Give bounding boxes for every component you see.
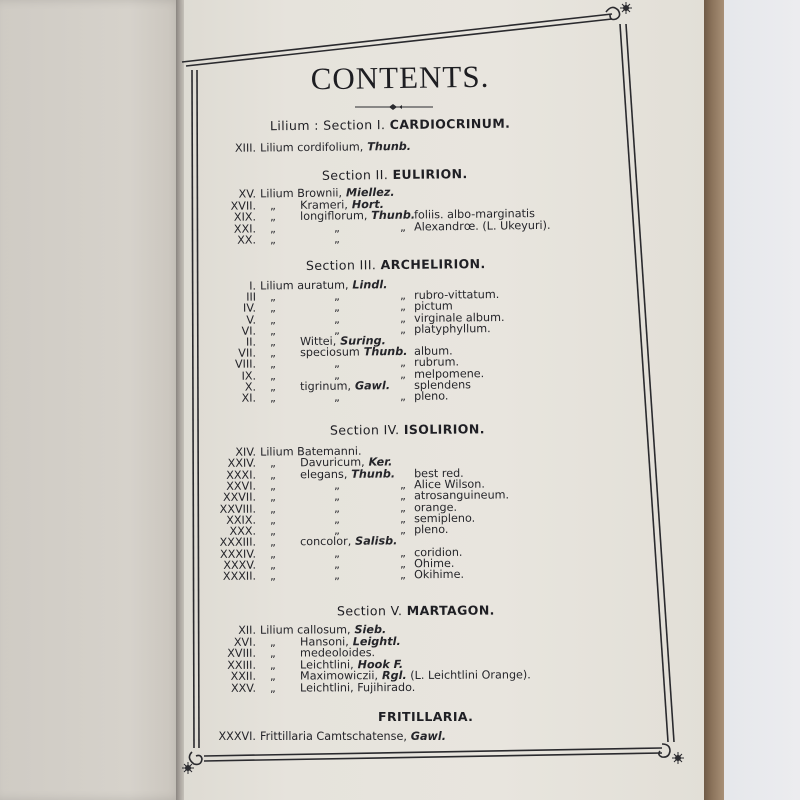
ditto-mark: „	[269, 490, 276, 504]
entry-variety: splendens	[413, 378, 472, 392]
section-heading-s5	[337, 603, 495, 619]
ditto-mark: „	[269, 290, 276, 304]
entry-plate-number: XIX.	[233, 210, 257, 224]
entry-author: Hort.	[347, 197, 385, 211]
page-title: CONTENTS.	[310, 58, 490, 97]
entry-variety: Alexandrœ. (L. Ukeyuri).	[413, 218, 551, 234]
entry-plate-number: XV.	[238, 187, 257, 201]
entry-plate-number: XI.	[241, 391, 257, 405]
entry-plate-number: XVIII.	[227, 646, 257, 661]
species-text: Leichtlini,	[299, 658, 354, 672]
ditto-mark: „	[333, 368, 340, 382]
entry-plate-number: XXIX.	[226, 513, 257, 527]
entry-plate-number: XXXII.	[222, 569, 257, 584]
entry-author: Gawl.	[406, 730, 446, 743]
species-text: Wittei,	[299, 334, 337, 349]
entry-plate-number: VII.	[238, 346, 257, 360]
species-text: Lilium callosum,	[259, 623, 351, 637]
ditto-mark: „	[333, 390, 340, 404]
species-text: longiflorum,	[299, 209, 368, 223]
entry-variety: melpomene.	[413, 366, 485, 381]
ditto-mark: „	[269, 681, 276, 695]
entry-plate-number: XIII.	[234, 141, 257, 155]
entry-plate-number: XXII.	[230, 670, 257, 684]
ditto-mark: „	[333, 289, 340, 303]
ditto-mark: „	[269, 368, 276, 382]
ditto-mark: „	[399, 367, 406, 381]
entry-plate-number: VIII.	[234, 357, 257, 372]
ditto-mark: „	[399, 356, 406, 370]
section-heading-s6	[378, 709, 473, 724]
facing-blank-page	[0, 0, 184, 800]
section-heading-s3	[306, 256, 486, 273]
entry-species-name	[260, 140, 411, 155]
ditto-mark: „	[399, 512, 406, 526]
entry-variety: semipleno.	[413, 511, 476, 526]
section-heading-s4	[330, 421, 485, 437]
ditto-mark: „	[399, 523, 406, 537]
entry-species-name	[260, 730, 446, 743]
entry-author: Salisb.	[351, 534, 398, 549]
entry-plate-number: XXX.	[229, 524, 257, 538]
section-section-label: Section V.	[336, 603, 407, 619]
entry-plate-number: XXIV.	[227, 456, 257, 471]
entry-plate-number: XXXV.	[223, 558, 257, 572]
ditto-mark: „	[269, 233, 276, 247]
entry-plate-number: XVI.	[233, 635, 257, 649]
entry-plate-number: XVII.	[230, 198, 257, 213]
entry-variety: Ohime.	[413, 556, 455, 571]
entry-author: Hook F.	[353, 657, 404, 672]
ditto-mark: „	[269, 670, 276, 684]
ditto-mark: „	[269, 547, 276, 561]
species-text: tigrinum,	[299, 379, 352, 393]
entry-plate-number: XIV.	[235, 445, 257, 459]
ditto-mark: „	[399, 311, 406, 325]
entry-author: Leightl.	[348, 634, 401, 648]
section-heading-s1	[270, 116, 510, 134]
entry-variety: orange.	[413, 500, 458, 514]
section-section-name: MARTAGON.	[406, 602, 495, 619]
entry-plate-number: III	[246, 290, 257, 304]
entry-variety: coridion.	[413, 545, 463, 559]
ditto-mark: „	[269, 391, 276, 405]
ditto-mark: „	[399, 557, 406, 571]
ditto-mark: „	[269, 221, 276, 235]
entry-plate-number: XII.	[238, 623, 257, 637]
entry-plate-number: XXVIII.	[219, 502, 257, 516]
ditto-mark: „	[269, 456, 276, 470]
entry-author: Ker.	[364, 455, 393, 469]
entry-variety: pleno.	[413, 523, 449, 537]
species-text: Lilium auratum,	[259, 278, 349, 293]
ditto-mark: „	[269, 301, 276, 315]
entry-plate-number: XXXVI.	[218, 730, 256, 743]
ditto-mark: „	[333, 357, 340, 371]
entry-author: Miellez.	[341, 185, 395, 200]
species-text: concolor,	[299, 535, 352, 549]
entry-variety: album.	[413, 344, 453, 359]
ditto-mark: „	[269, 335, 276, 349]
entry-variety: pleno.	[413, 389, 449, 403]
entry-plate-number: X.	[244, 380, 257, 394]
entry-plate-number: XXI.	[233, 221, 257, 236]
entry-author: Rgl.	[378, 669, 407, 683]
section-section-name: CARDIOCRINUM.	[389, 115, 511, 133]
ditto-mark: „	[269, 535, 276, 549]
ditto-mark: „	[269, 346, 276, 360]
entry-plate-number: XXIII.	[227, 658, 257, 672]
entry-variety: atrosanguineum.	[413, 488, 510, 503]
entry-variety: Okihime.	[413, 568, 465, 582]
species-text: Maximowiczii,	[299, 669, 379, 683]
ditto-mark: „	[399, 289, 406, 303]
entry-plate-number: XXVI.	[226, 479, 257, 493]
ditto-mark: „	[269, 524, 276, 538]
ditto-mark: „	[333, 501, 340, 515]
ditto-mark: „	[269, 635, 276, 649]
entry-author: Sieb.	[350, 623, 387, 637]
ditto-mark: „	[399, 389, 406, 404]
ditto-mark: „	[399, 500, 406, 514]
entry-author: Lindl.	[348, 278, 388, 292]
entry-plate-number: I.	[249, 279, 257, 293]
entry-plate-number: XXV.	[230, 681, 257, 695]
ditto-mark: „	[269, 324, 276, 338]
entry-plate-number: IX.	[241, 369, 257, 383]
entry-variety: rubrum.	[413, 355, 460, 370]
section-section-name: ISOLIRION.	[403, 421, 485, 438]
entry-plate-number: XXXIV.	[219, 547, 257, 561]
section-genus-label: Lilium :	[269, 117, 324, 134]
species-text: Frittillaria Camtschatense,	[260, 730, 407, 743]
ditto-mark: „	[269, 357, 276, 371]
page-edges	[704, 0, 724, 800]
ditto-mark: „	[399, 545, 406, 560]
table-row	[212, 680, 612, 695]
ditto-mark: „	[399, 220, 406, 234]
entry-variety: foliis. albo-marginatis	[413, 207, 535, 222]
species-text: Hansoni,	[299, 634, 349, 649]
entry-plate-number: II.	[245, 335, 257, 349]
entry-plate-number: IV.	[242, 301, 257, 316]
species-text: Krameri,	[299, 197, 348, 212]
entry-variety: pictum	[413, 299, 453, 314]
ditto-mark: „	[399, 568, 406, 582]
ditto-mark: „	[333, 323, 340, 337]
species-text: Davuricum,	[299, 455, 365, 470]
species-text: Lilium Brownii,	[259, 186, 343, 201]
section-section-label: Section III.	[305, 257, 381, 273]
species-text: Leichtlini, Fujihirado.	[299, 680, 416, 695]
section-section-label: Section II.	[321, 167, 393, 183]
ditto-mark: „	[333, 312, 340, 326]
ditto-mark: „	[399, 300, 406, 314]
section-section-name: FRITILLARIA.	[378, 709, 474, 724]
ditto-mark: „	[269, 380, 276, 394]
entry-species-name	[300, 681, 415, 695]
entry-plate-number: VI.	[241, 324, 257, 338]
ditto-mark: „	[333, 546, 340, 560]
entry-variety: platyphyllum.	[413, 321, 491, 336]
ditto-mark: „	[269, 646, 276, 660]
species-text: medeoloides.	[299, 646, 376, 660]
entry-author: Thunb.	[347, 466, 396, 481]
entry-author: Gawl.	[350, 378, 391, 393]
entry-plate-number: XXVII.	[222, 490, 257, 505]
ditto-mark: „	[333, 490, 340, 504]
ditto-mark: „	[333, 523, 340, 538]
entry-author: Thunb.	[359, 345, 408, 359]
section-section-label: Section I.	[323, 117, 390, 133]
section-heading-s2	[322, 166, 468, 183]
section-section-label: Section IV.	[329, 422, 404, 438]
entry-author: Suring.	[336, 334, 386, 348]
ditto-mark: „	[269, 210, 276, 224]
title-ornament-rule	[355, 104, 433, 110]
ditto-mark: „	[333, 232, 340, 246]
section-section-name: ARCHELIRION.	[380, 256, 486, 273]
ditto-mark: „	[333, 512, 340, 526]
entry-plate-number: XX.	[237, 233, 257, 247]
section-section-name: EULIRION.	[392, 166, 468, 183]
ditto-mark: „	[333, 220, 340, 235]
ditto-mark: „	[399, 322, 406, 336]
species-text: speciosum	[299, 345, 360, 360]
species-text: Lilium cordifolium,	[259, 140, 364, 155]
ditto-mark: „	[269, 658, 276, 672]
entry-plate-number: XXXIII.	[219, 536, 257, 550]
entry-synonym: (L. Leichtlini Orange).	[406, 668, 531, 683]
entry-variety: rubro-vittatum.	[413, 288, 500, 303]
species-text: Lilium Batemanni.	[259, 444, 362, 459]
entry-variety: best red.	[413, 466, 464, 480]
ditto-mark: „	[333, 301, 340, 315]
ditto-mark: „	[269, 312, 276, 326]
ditto-mark: „	[269, 198, 276, 212]
entry-variety: virginale album.	[413, 310, 505, 325]
table-row	[212, 730, 612, 743]
ditto-mark: „	[399, 478, 406, 492]
entry-plate-number: V.	[246, 313, 257, 327]
species-text: elegans,	[299, 467, 348, 481]
ditto-mark: „	[399, 489, 406, 503]
ditto-mark: „	[269, 501, 276, 515]
ditto-mark: „	[333, 557, 340, 571]
entry-author: Thunb.	[363, 139, 412, 154]
ditto-mark: „	[269, 569, 276, 583]
ditto-mark: „	[269, 468, 276, 482]
ditto-mark: „	[333, 478, 340, 492]
ditto-mark: „	[269, 513, 276, 527]
ditto-mark: „	[333, 569, 340, 583]
entry-variety: Alice Wilson.	[413, 477, 485, 492]
entry-plate-number: XXXI.	[226, 468, 257, 482]
ditto-mark: „	[269, 558, 276, 572]
ditto-mark: „	[269, 479, 276, 493]
entry-author: Thunb.	[367, 208, 416, 223]
